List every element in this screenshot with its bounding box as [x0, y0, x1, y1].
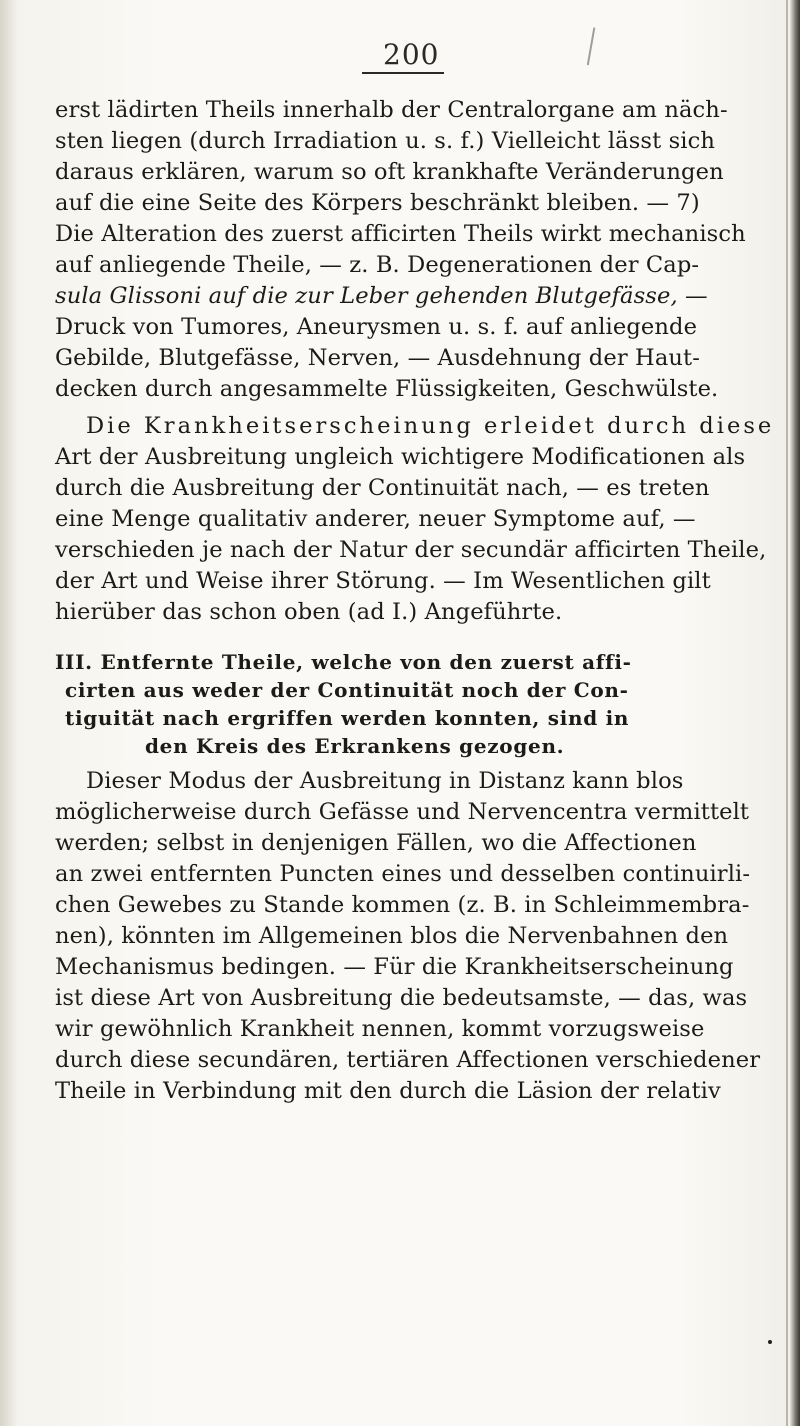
- text-line: Die Alteration des zuerst afficirten Theils wirkt mechanisch: [55, 221, 746, 247]
- paper-speck: [768, 1340, 772, 1344]
- text-line: daraus erklären, warum so oft krankhafte Veränderungen: [55, 159, 724, 185]
- text-line: werden; selbst in denjenigen Fällen, wo die Affectionen: [55, 830, 697, 856]
- text-line: durch diese secundären, tertiären Affectionen verschiedener: [55, 1047, 761, 1073]
- text-line: nen), könnten im Allgemeinen blos die Nervenbahnen den: [55, 923, 729, 949]
- heading-line: cirten aus weder der Continuität noch der Con-: [65, 678, 629, 702]
- text-line: Mechanismus bedingen. — Für die Krankheitserscheinung: [55, 954, 734, 980]
- text-line: chen Gewebes zu Stande kommen (z. B. in Schleimmembra-: [55, 892, 750, 918]
- text-line: Art der Ausbreitung ungleich wichtigere Modificationen als: [55, 444, 746, 470]
- heading-line: den Kreis des Erkrankens gezogen.: [145, 734, 565, 758]
- text-line: sten liegen (durch Irradiation u. s. f.) Vielleicht lässt sich: [55, 128, 715, 154]
- heading-line: tiguität nach ergriffen werden konnten, sind in: [65, 706, 630, 730]
- text-line: Die Krankheitserscheinung erleidet durch diese: [86, 413, 775, 439]
- text-line: wir gewöhnlich Krankheit nennen, kommt vorzugsweise: [55, 1016, 705, 1042]
- page-right-edge: [790, 0, 800, 1426]
- page-edge-line: [786, 0, 788, 1426]
- text-line: hierüber das schon oben (ad I.) Angeführte.: [55, 599, 563, 625]
- paragraph-1: [55, 95, 755, 405]
- text-line: verschieden je nach der Natur der secundär afficirten Theile,: [55, 537, 767, 563]
- text-line: Dieser Modus der Ausbreitung in Distanz kann blos: [86, 768, 684, 794]
- page-number: 200: [383, 38, 440, 71]
- paragraph-3: [55, 766, 761, 1107]
- text-line: erst lädirten Theils innerhalb der Centralorgane am näch-: [55, 97, 728, 123]
- text-line: ist diese Art von Ausbreitung die bedeutsamste, — das, was: [55, 985, 748, 1011]
- text-line: auf die eine Seite des Körpers beschränkt bleiben. — 7): [55, 190, 700, 216]
- text-line: Gebilde, Blutgefässe, Nerven, — Ausdehnung der Haut-: [55, 345, 700, 371]
- paragraph-2: [55, 411, 775, 628]
- text-line: an zwei entfernten Puncten eines und desselben continuirli-: [55, 861, 751, 887]
- text-line: möglicherweise durch Gefässe und Nervencentra vermittelt: [55, 799, 750, 825]
- text-line: der Art und Weise ihrer Störung. — Im Wesentlichen gilt: [55, 568, 711, 594]
- text-line: eine Menge qualitativ anderer, neuer Symptome auf, —: [55, 506, 696, 532]
- text-line: sula Glissoni auf die zur Leber gehenden Blutgefässe, —: [55, 283, 708, 309]
- page-gutter-shadow: [0, 0, 18, 1426]
- heading-line: III. Entfernte Theile, welche von den zuerst affi-: [55, 650, 632, 674]
- text-line: auf anliegende Theile, — z. B. Degenerationen der Cap-: [55, 252, 700, 278]
- text-line: Theile in Verbindung mit den durch die Läsion der relativ: [55, 1078, 721, 1104]
- section-heading-iii: [55, 648, 755, 760]
- page-number-underline: [362, 72, 444, 74]
- document-text: [55, 95, 775, 1107]
- text-line: durch die Ausbreitung der Continuität nach, — es treten: [55, 475, 710, 501]
- text-line: Druck von Tumores, Aneurysmen u. s. f. auf anliegende: [55, 314, 698, 340]
- text-line: decken durch angesammelte Flüssigkeiten, Geschwülste.: [55, 376, 719, 402]
